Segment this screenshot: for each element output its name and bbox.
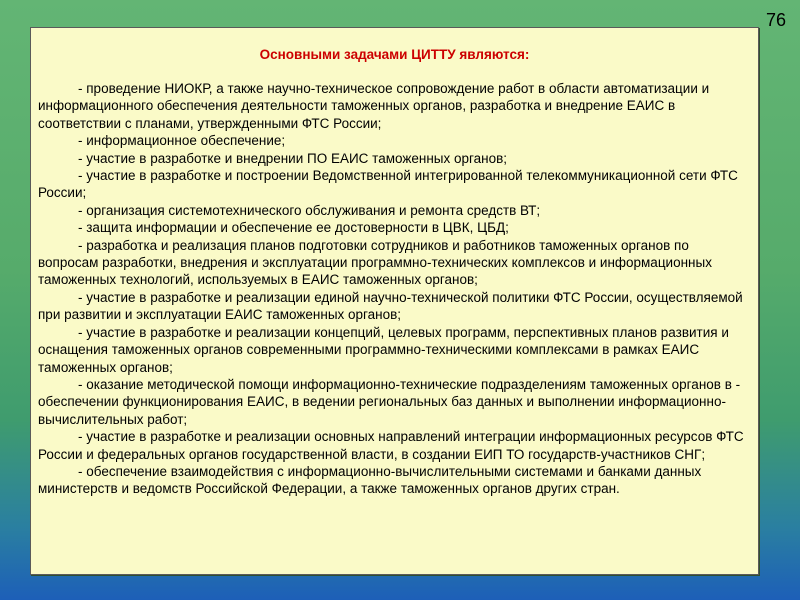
task-item: - участие в разработке и реализации концепций, целевых программ, перспективных планов развития и оснащения таможенных органов современными программно-техническими комплексами в рамках ЕАИС таможенных органов;: [38, 324, 729, 375]
task-item: - оказание методической помощи информационно-технические подразделениям таможенных органов в - обеспечении функционирования ЕАИС, в ведении региональных баз данных и выполнении информационно-вычислительных работ;: [38, 376, 741, 427]
task-item: - участие в разработке и внедрении ПО ЕАИС таможенных органов;: [78, 150, 508, 166]
task-item: - разработка и реализация планов подготовки сотрудников и работников таможенных органов по вопросам разработки, внедрения и эксплуатации программно-технических комплексов и информационных таможенных технологий, используемых в ЕАИС таможенных органов;: [38, 237, 712, 288]
task-item: - информационное обеспечение;: [78, 133, 286, 149]
task-item: - проведение НИОКР, а также научно-техническое сопровождение работ в области автоматизации и информационного обеспечения деятельности таможенных органов, разработка и внедрение ЕАИС в соответствии с планами, утвержденными ФТС России;: [38, 81, 710, 131]
task-item: - организация системотехнического обслуживания и ремонта средств ВТ;: [78, 202, 541, 218]
task-item: - участие в разработке и реализации единой научно-технической политики ФТС России, осуществляемой при развитии и эксплуатации ЕАИС таможенных органов;: [38, 289, 743, 323]
task-item: - участие в разработке и построении Ведомственной интегрированной телекоммуникационной сети ФТС России;: [38, 168, 738, 201]
task-item: - участие в разработке и реализации основных направлений интеграции информационных ресурсов ФТС России и федеральных органов государственной власти, в создании ЕИП ТО государств-участников СНГ;: [38, 429, 744, 462]
task-item: - обеспечение взаимодействия с информационно-вычислительными системами и банками данных министерств и ведомств Российской Федерации, а также таможенных органов других стран.: [38, 463, 702, 497]
content-panel: [30, 27, 759, 575]
slide-title: Основными задачами ЦИТТУ являются:: [259, 47, 530, 62]
task-list: [38, 80, 752, 498]
slide-number: 76: [765, 10, 786, 30]
task-item: - защита информации и обеспечение ее достоверности в ЦВК, ЦБД;: [78, 220, 509, 236]
